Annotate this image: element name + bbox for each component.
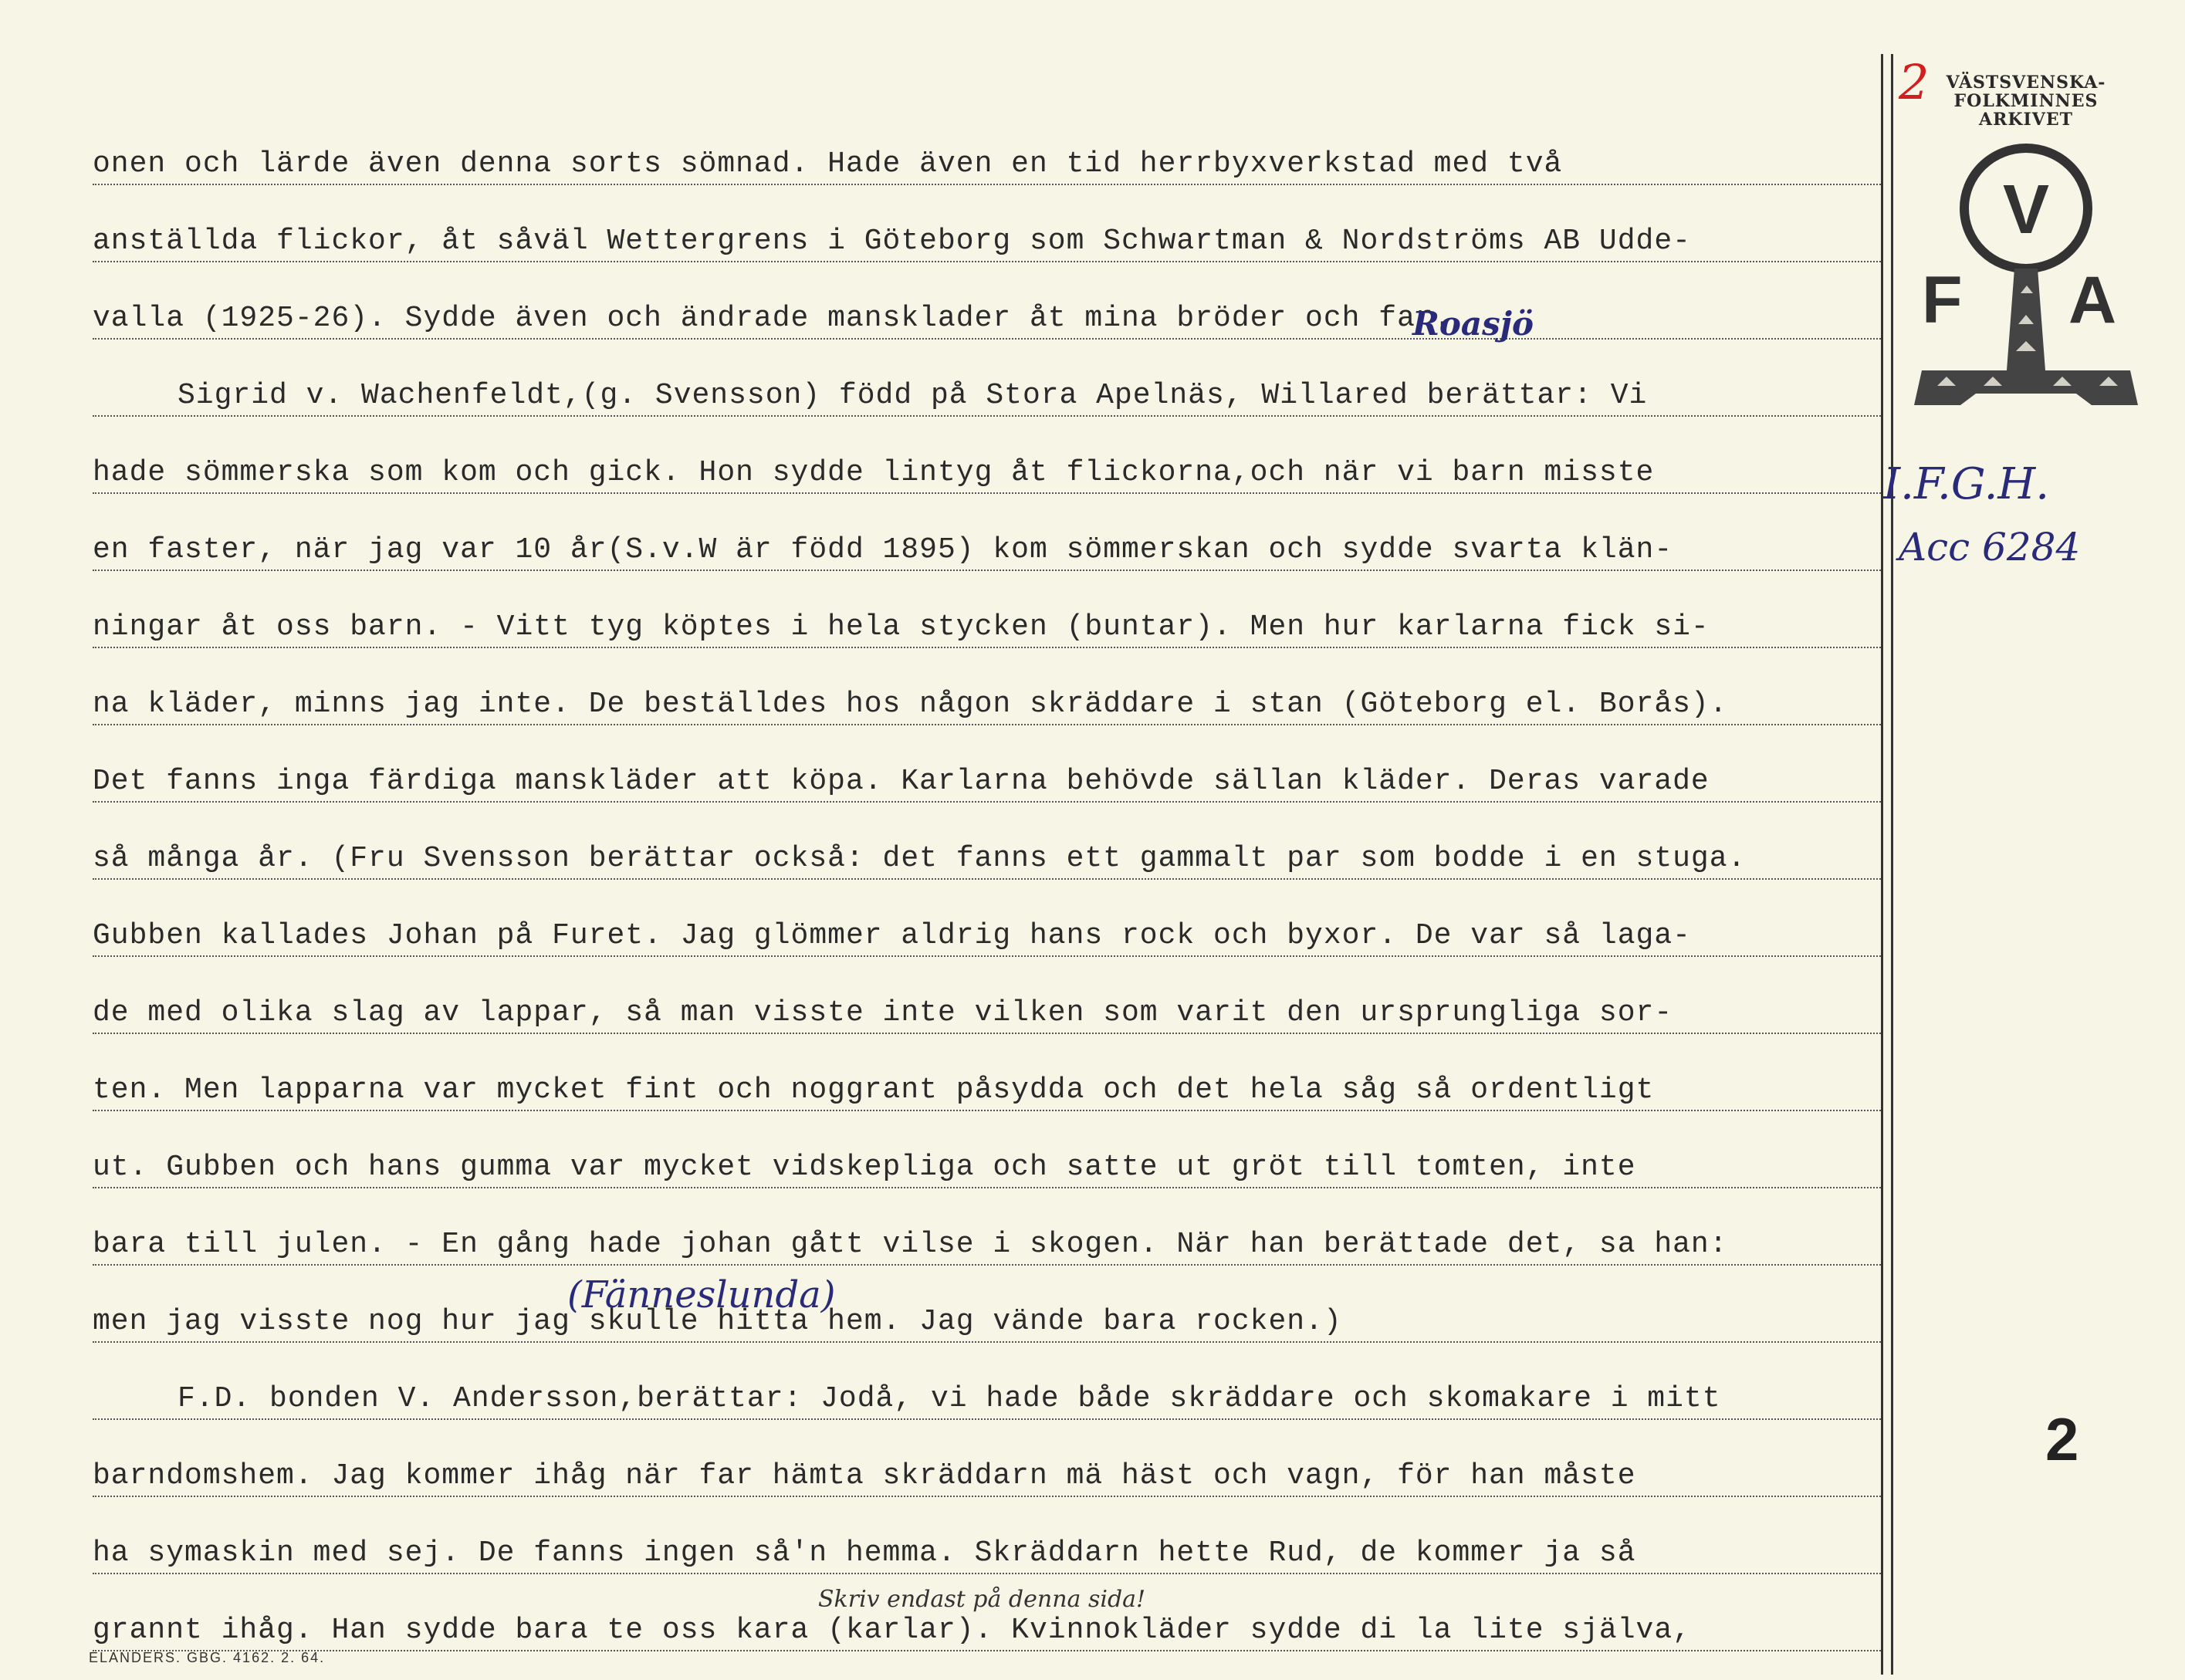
typed-text-area [93,108,1883,1651]
text-line: de med olika slag av lappar, så man visste inte vilken som varit den ursprungliga sor- [93,957,1883,1034]
handwritten-annotation-fanneslunda: (Fänneslunda) [567,1273,836,1317]
text-line: men jag visste nog hur jag skulle hitta hem. Jag vände bara rocken.) [93,1266,1883,1343]
archive-name: VÄSTSVENSKA- FOLKMINNES ARKIVET [1946,73,2106,130]
text-line: hade sömmerska som kom och gick. Hon sydde lintyg åt flickorna,och när vi barn misste [93,417,1883,494]
text-line: Sigrid v. Wachenfeldt,(g. Svensson) född på Stora Apelnäs, Willared berättar: Vi [93,340,1883,417]
text-line: valla (1925-26). Sydde även och ändrade mansklader åt mina bröder och far. [93,262,1883,340]
logo-letter-a: A [2068,263,2117,337]
text-line: Gubben kallades Johan på Furet. Jag glömmer aldrig hans rock och byxor. De var så laga- [93,880,1883,957]
handwritten-annotation-roasjo: Roasjö [1412,305,1534,343]
text-line: onen och lärde även denna sorts sömnad. Hade även en tid herrbyxverkstad med två [93,108,1883,185]
accession-number: Acc 6284 [1899,525,2081,570]
margin-rule [1881,54,1883,1675]
text-line: så många år. (Fru Svensson berättar också: det fanns ett gammalt par som bodde i en stuga. [93,803,1883,880]
text-line: grannt ihåg. Han sydde bara te oss kara (karlar). Kvinnokläder sydde di la lite själva, [93,1574,1883,1651]
text-line: bara till julen. - En gång hade johan gått vilse i skogen. När han berättade det, sa han: [93,1188,1883,1266]
text-line: ten. Men lapparna var mycket fint och noggrant påsydda och det hela såg så ordentligt [93,1034,1883,1111]
text-line: F.D. bonden V. Andersson,berättar: Jodå, vi hade både skräddare och skomakare i mitt [93,1343,1883,1420]
page-number: 2 [2045,1405,2079,1473]
logo-letter-f: F [1922,263,1963,337]
text-line: ningar åt oss barn. - Vitt tyg köptes i hela stycken (buntar). Men hur karlarna fick si- [93,571,1883,648]
footer-instruction: Skriv endast på denna sida! [818,1586,1146,1613]
svg-text:V: V [2002,171,2050,248]
archive-sheet-number: 2 [1899,54,1930,110]
text-line: Det fanns inga färdiga manskläder att köpa. Karlarna behövde sällan kläder. Deras varade [93,725,1883,803]
text-line: barndomshem. Jag kommer ihåg när far hämta skräddarn mä häst och vagn, för han måste [93,1420,1883,1497]
text-line: na kläder, minns jag inte. De beställdes hos någon skräddare i stan (Göteborg el. Borås). [93,648,1883,725]
printer-imprint: ELANDERS. GBG. 4162. 2. 64. [89,1650,326,1665]
margin-rule [1891,54,1893,1675]
archive-code: I.F.G.H. [1883,459,2050,509]
text-line: ut. Gubben och hans gumma var mycket vidskepliga och satte ut gröt till tomten, inte [93,1111,1883,1188]
text-line: ha symaskin med sej. De fanns ingen så'n hemma. Skräddarn hette Rud, de kommer ja så [93,1497,1883,1574]
text-line: anställda flickor, åt såväl Wettergrens i Göteborg som Schwartman & Nordströms AB Udde- [93,185,1883,262]
text-line: en faster, när jag var 10 år(S.v.W är född 1895) kom sömmerskan och sydde svarta klän- [93,494,1883,571]
